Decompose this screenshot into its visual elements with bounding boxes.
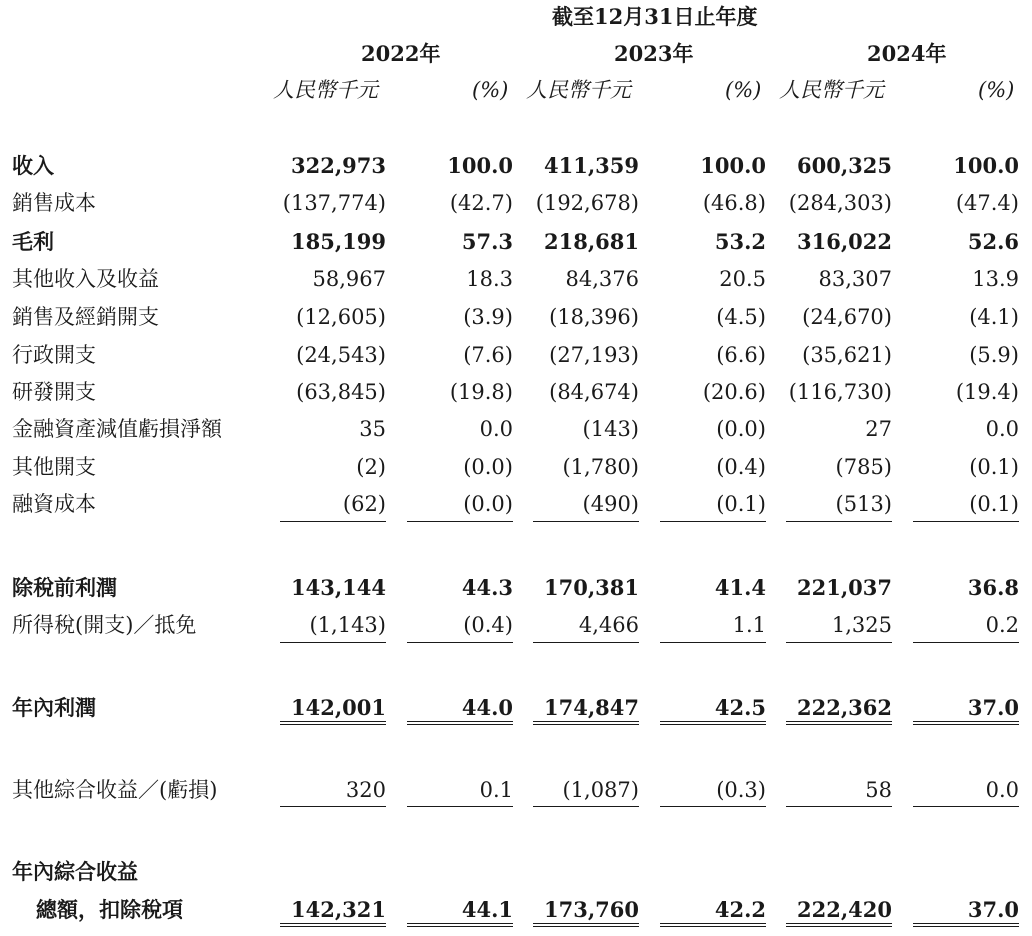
- table-cell: (20.6): [702, 380, 766, 404]
- table-cell: 52.6: [967, 229, 1019, 254]
- table-cell: 44.0: [461, 695, 513, 720]
- period-heading: 截至12月31日止年度: [552, 4, 758, 29]
- table-cell: (42.7): [449, 191, 513, 215]
- rule: [407, 806, 513, 807]
- table-cell: (490): [582, 492, 639, 516]
- table-cell: 1.1: [732, 613, 766, 637]
- table-cell: 57.3: [461, 229, 513, 254]
- rule: [280, 642, 386, 643]
- rule: [280, 521, 386, 522]
- table-cell: (0.3): [716, 778, 766, 802]
- pct-label-2022: (%): [472, 78, 509, 102]
- table-cell: (12,605): [296, 305, 386, 329]
- table-cell: (0.1): [969, 455, 1019, 479]
- row-label: 年內利潤: [12, 695, 96, 720]
- table-cell: 221,037: [797, 575, 892, 600]
- row-label: 年內綜合收益: [12, 859, 138, 884]
- row-label: 所得稅(開支)／抵免: [12, 613, 197, 637]
- rule: [407, 521, 513, 522]
- table-cell: (3.9): [463, 305, 513, 329]
- table-cell: 0.2: [985, 613, 1019, 637]
- table-cell: (0.0): [716, 417, 766, 441]
- table-cell: (1,143): [309, 613, 386, 637]
- row-label: 其他收入及收益: [12, 267, 159, 291]
- double-rule: [280, 721, 386, 725]
- double-rule: [407, 923, 513, 927]
- table-cell: 170,381: [544, 575, 639, 600]
- row-label: 其他綜合收益／(虧損): [12, 778, 218, 802]
- table-cell: (284,303): [788, 191, 892, 215]
- row-label: 毛利: [12, 229, 54, 254]
- table-cell: 37.0: [967, 695, 1019, 720]
- table-cell: 0.1: [479, 778, 513, 802]
- rule: [913, 642, 1019, 643]
- double-rule: [407, 721, 513, 725]
- table-cell: (47.4): [955, 191, 1019, 215]
- table-cell: 4,466: [578, 613, 639, 637]
- rule: [280, 806, 386, 807]
- table-cell: 84,376: [565, 267, 639, 291]
- row-label: 除稅前利潤: [12, 575, 117, 600]
- unit-label-2024: 人民幣千元: [779, 78, 884, 102]
- table-cell: (0.0): [463, 492, 513, 516]
- unit-label-2023: 人民幣千元: [526, 78, 631, 102]
- table-cell: 42.2: [714, 897, 766, 922]
- table-cell: 41.4: [714, 575, 766, 600]
- double-rule: [533, 721, 639, 725]
- table-cell: 44.1: [461, 897, 513, 922]
- table-cell: 35: [359, 417, 386, 441]
- table-cell: (18,396): [549, 305, 639, 329]
- table-cell: (0.1): [969, 492, 1019, 516]
- table-cell: (19.8): [449, 380, 513, 404]
- table-cell: 0.0: [985, 778, 1019, 802]
- table-cell: (6.6): [716, 343, 766, 367]
- table-cell: (5.9): [969, 343, 1019, 367]
- table-cell: (7.6): [463, 343, 513, 367]
- row-label: 行政開支: [12, 343, 96, 367]
- table-cell: 53.2: [714, 229, 766, 254]
- table-cell: 600,325: [797, 153, 892, 178]
- table-cell: 322,973: [291, 153, 386, 178]
- table-cell: (24,670): [802, 305, 892, 329]
- year-2023-heading: 2023年: [614, 41, 694, 66]
- double-rule: [913, 721, 1019, 725]
- row-label: 銷售及經銷開支: [12, 305, 159, 329]
- table-cell: (46.8): [702, 191, 766, 215]
- table-cell: 0.0: [479, 417, 513, 441]
- table-cell: 411,359: [544, 153, 639, 178]
- table-cell: 143,144: [291, 575, 386, 600]
- table-cell: 0.0: [985, 417, 1019, 441]
- table-cell: 222,420: [797, 897, 892, 922]
- year-2024-heading: 2024年: [867, 41, 947, 66]
- table-cell: (0.0): [463, 455, 513, 479]
- double-rule: [533, 923, 639, 927]
- row-label: 收入: [12, 153, 54, 178]
- table-cell: (4.1): [969, 305, 1019, 329]
- year-2022-heading: 2022年: [361, 41, 441, 66]
- rule: [533, 642, 639, 643]
- rule: [786, 642, 892, 643]
- double-rule: [786, 923, 892, 927]
- double-rule: [913, 923, 1019, 927]
- double-rule: [660, 923, 766, 927]
- table-cell: (513): [835, 492, 892, 516]
- table-cell: 20.5: [719, 267, 766, 291]
- double-rule: [280, 923, 386, 927]
- table-cell: (116,730): [788, 380, 892, 404]
- table-cell: (35,621): [802, 343, 892, 367]
- rule: [533, 521, 639, 522]
- table-cell: 18.3: [466, 267, 513, 291]
- table-cell: (0.1): [716, 492, 766, 516]
- table-cell: 174,847: [544, 695, 639, 720]
- rule: [660, 642, 766, 643]
- rule: [913, 521, 1019, 522]
- row-label: 研發開支: [12, 380, 96, 404]
- table-cell: (1,087): [562, 778, 639, 802]
- rule: [660, 806, 766, 807]
- table-cell: (27,193): [549, 343, 639, 367]
- row-label: 融資成本: [12, 492, 96, 516]
- table-cell: 320: [345, 778, 386, 802]
- row-label: 總額，扣除稅項: [36, 897, 183, 922]
- table-cell: (4.5): [716, 305, 766, 329]
- table-cell: (0.4): [463, 613, 513, 637]
- row-label: 金融資產減值虧損淨額: [12, 417, 222, 441]
- table-cell: 185,199: [291, 229, 386, 254]
- table-cell: (192,678): [535, 191, 639, 215]
- table-cell: (62): [342, 492, 386, 516]
- pct-label-2023: (%): [725, 78, 762, 102]
- double-rule: [660, 721, 766, 725]
- pct-label-2024: (%): [978, 78, 1015, 102]
- table-cell: 44.3: [461, 575, 513, 600]
- rule: [407, 642, 513, 643]
- rule: [660, 521, 766, 522]
- table-cell: 100.0: [447, 153, 513, 178]
- table-cell: 1,325: [831, 613, 892, 637]
- table-cell: (24,543): [296, 343, 386, 367]
- table-cell: 58,967: [312, 267, 386, 291]
- unit-label-2022: 人民幣千元: [273, 78, 378, 102]
- table-cell: 37.0: [967, 897, 1019, 922]
- rule: [533, 806, 639, 807]
- table-cell: 142,001: [291, 695, 386, 720]
- table-cell: (63,845): [296, 380, 386, 404]
- table-cell: 36.8: [967, 575, 1019, 600]
- table-cell: (137,774): [282, 191, 386, 215]
- table-cell: (2): [356, 455, 386, 479]
- table-cell: 142,321: [291, 897, 386, 922]
- table-cell: 218,681: [544, 229, 639, 254]
- table-cell: 316,022: [797, 229, 892, 254]
- table-cell: 100.0: [953, 153, 1019, 178]
- table-cell: (785): [835, 455, 892, 479]
- table-cell: 100.0: [700, 153, 766, 178]
- table-cell: (1,780): [562, 455, 639, 479]
- rule: [786, 806, 892, 807]
- table-cell: 173,760: [544, 897, 639, 922]
- table-cell: (143): [582, 417, 639, 441]
- row-label: 其他開支: [12, 455, 96, 479]
- table-cell: (19.4): [955, 380, 1019, 404]
- table-cell: 83,307: [818, 267, 892, 291]
- row-label: 銷售成本: [12, 191, 96, 215]
- table-cell: 27: [865, 417, 892, 441]
- rule: [913, 806, 1019, 807]
- table-cell: (84,674): [549, 380, 639, 404]
- table-cell: 42.5: [714, 695, 766, 720]
- table-cell: 58: [865, 778, 892, 802]
- rule: [786, 521, 892, 522]
- table-cell: 222,362: [797, 695, 892, 720]
- double-rule: [786, 721, 892, 725]
- table-cell: (0.4): [716, 455, 766, 479]
- table-cell: 13.9: [972, 267, 1019, 291]
